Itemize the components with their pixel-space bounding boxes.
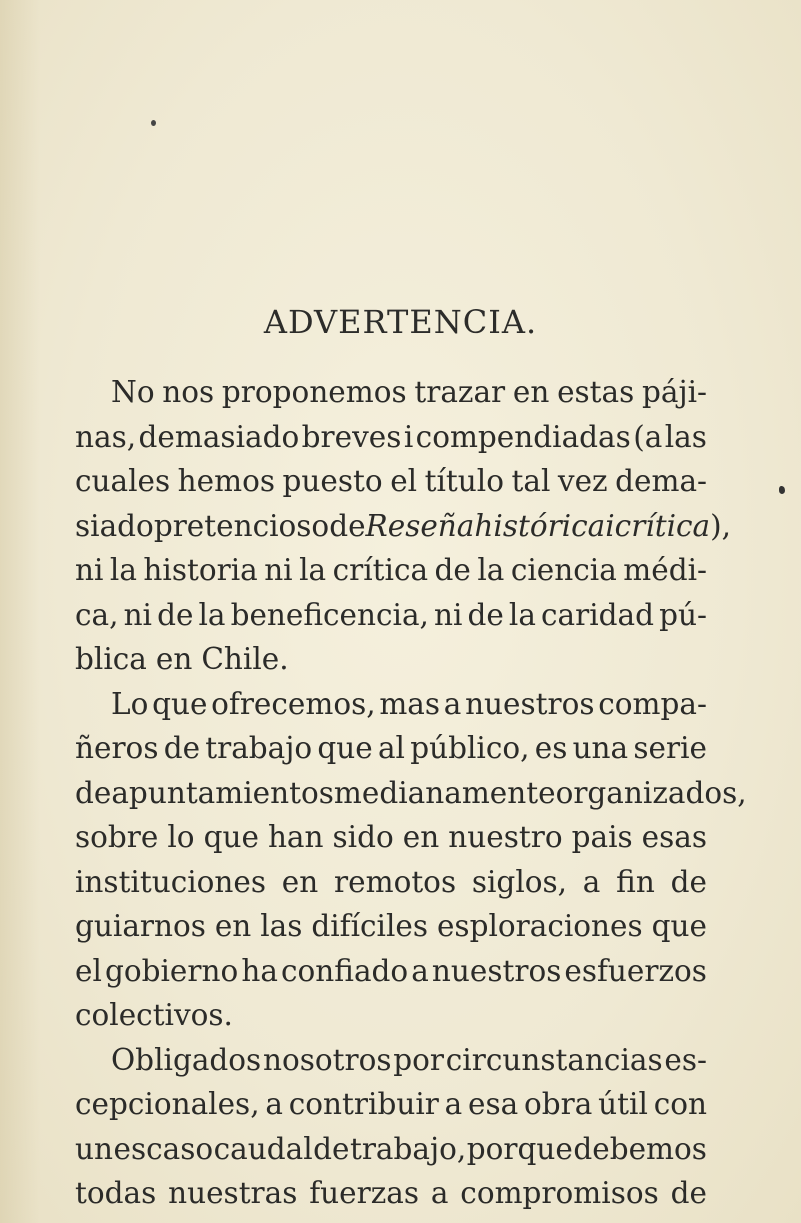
word: instituciones (75, 864, 267, 899)
text-line (75, 593, 707, 638)
word: demasiado (138, 419, 300, 454)
word: de (75, 775, 112, 810)
word: ni (75, 553, 104, 587)
text-line (75, 370, 707, 415)
word: fuerzas (309, 1176, 419, 1210)
word: porque (466, 1131, 573, 1166)
word: que (203, 820, 259, 854)
word: nos (162, 375, 215, 409)
text-line (75, 415, 707, 460)
text-line (75, 1171, 707, 1216)
word: pú- (659, 597, 707, 632)
text-line (75, 637, 707, 682)
body-text (75, 370, 747, 1216)
ink-spot (151, 120, 156, 126)
word: han (267, 820, 324, 854)
word: de (157, 597, 194, 632)
page-shadow (0, 0, 40, 1223)
word: a (443, 686, 462, 721)
word: organizados, (555, 775, 747, 810)
text-line (75, 726, 707, 771)
word: a (582, 864, 601, 899)
text-line (75, 815, 707, 860)
word: a (430, 1176, 449, 1210)
word: a (411, 953, 429, 988)
word: esfuerzos (564, 953, 707, 988)
word: tal (511, 464, 551, 498)
word: guiarnos (75, 909, 206, 943)
text-line (75, 682, 707, 727)
word: nuestros (431, 953, 562, 988)
word: que (152, 686, 208, 721)
word: la (299, 553, 327, 587)
word: esploraciones (436, 909, 643, 943)
word: difíciles (311, 909, 429, 943)
text-line (75, 1082, 707, 1127)
word: Chile. (201, 642, 289, 676)
word: ca, (75, 597, 119, 632)
word: crítica (332, 553, 429, 587)
word: la (198, 597, 226, 632)
word: Lo (111, 686, 149, 721)
word: de (313, 1131, 350, 1166)
word: i (403, 419, 414, 454)
word: beneficencia, (230, 597, 429, 632)
word: páji- (641, 375, 707, 409)
word: estas (557, 375, 635, 409)
word: cepcionales, (75, 1087, 260, 1121)
word: compa- (598, 686, 707, 721)
word: en (512, 375, 550, 409)
word: ñeros (75, 731, 159, 765)
text-line (75, 904, 707, 949)
word: que (317, 731, 373, 765)
word: en (281, 864, 319, 899)
word: dema- (615, 464, 707, 498)
word: público, (410, 731, 530, 765)
word: fin (616, 864, 655, 899)
word: título (424, 464, 504, 498)
word: todas (75, 1176, 157, 1210)
word: crítica), (614, 508, 732, 543)
word: (a (633, 419, 663, 454)
word: nuestros (465, 686, 595, 721)
word: en (155, 642, 193, 676)
word: debemos (573, 1131, 707, 1166)
word: ni (264, 553, 293, 587)
word: nas, (75, 419, 137, 454)
word: hemos (177, 464, 276, 498)
word: un (75, 1131, 113, 1166)
word: trabajo (205, 731, 313, 765)
text-line (75, 1038, 707, 1083)
word: ni (123, 597, 152, 632)
word: caridad (541, 597, 655, 632)
ink-spot-margin (779, 486, 785, 494)
word: confiado (280, 953, 409, 988)
word: de (467, 597, 504, 632)
word: colectivos. (75, 998, 233, 1032)
text-line (75, 1127, 707, 1172)
word: nuestras (168, 1176, 298, 1210)
word: blica (75, 642, 147, 676)
word: nuestro (448, 820, 563, 854)
word: circunstancias (445, 1042, 663, 1077)
word: a (265, 1087, 283, 1121)
word: esa (468, 1087, 519, 1121)
word: puesto (282, 464, 383, 498)
text-line (75, 860, 707, 905)
word: de (670, 864, 707, 899)
word: contribuir (288, 1087, 439, 1121)
word: sobre (75, 820, 159, 854)
word: las (260, 909, 303, 943)
word: No (111, 375, 155, 409)
word: de (670, 1176, 707, 1210)
text-line (75, 993, 707, 1038)
word: trazar (414, 375, 506, 409)
word: las (664, 419, 707, 454)
word: compromisos (460, 1176, 659, 1210)
page-title: ADVERTENCIA. (263, 303, 538, 341)
word: mas (379, 686, 441, 721)
word: siado (75, 508, 154, 543)
word: que (651, 909, 707, 943)
word: ha (241, 953, 278, 988)
word: histórica (474, 508, 606, 543)
word: útil (598, 1087, 648, 1121)
word: caudal (213, 1131, 313, 1166)
text-line (75, 548, 707, 593)
word: es (534, 731, 568, 765)
word: de (434, 553, 471, 587)
word: remotos (334, 864, 457, 899)
word: pais (571, 820, 633, 854)
word: trabajo, (349, 1131, 467, 1166)
word: el (390, 464, 418, 498)
word: lo (167, 820, 195, 854)
word: la (508, 597, 536, 632)
word: por (393, 1042, 444, 1077)
word: la (477, 553, 505, 587)
word: Obligados (111, 1042, 262, 1077)
word: en (214, 909, 252, 943)
word: de (329, 508, 366, 543)
word: vez (557, 464, 608, 498)
text-line (75, 504, 732, 549)
word: escaso (113, 1131, 214, 1166)
word: ni (434, 597, 463, 632)
word: proponemos (221, 375, 407, 409)
word: breves (301, 419, 402, 454)
word: cuales (75, 464, 171, 498)
word: es- (664, 1042, 707, 1077)
word: pretencioso (153, 508, 330, 543)
word: sido (332, 820, 394, 854)
word: a (444, 1087, 463, 1121)
word: una (572, 731, 629, 765)
word: ofrecemos, (211, 686, 376, 721)
text-line (75, 459, 707, 504)
word: obra (524, 1087, 593, 1121)
word: al (377, 731, 405, 765)
word: gobierno (104, 953, 239, 988)
word: con (653, 1087, 707, 1121)
word: médi- (623, 553, 707, 587)
word: siglos, (471, 864, 568, 899)
word: historia (143, 553, 258, 587)
word: de (163, 731, 201, 765)
word: apuntamientos (111, 775, 334, 810)
text-line (75, 771, 747, 816)
word: serie (633, 731, 707, 765)
word: nosotros (262, 1042, 392, 1077)
word: medianamente (333, 775, 556, 810)
word: ciencia (510, 553, 617, 587)
text-line (75, 949, 707, 994)
word: la (109, 553, 137, 587)
word: esas (641, 820, 707, 854)
word: i (605, 508, 615, 543)
word: compendiadas (415, 419, 631, 454)
word: en (402, 820, 440, 854)
word: Reseña (365, 508, 475, 543)
word: el (75, 953, 102, 988)
